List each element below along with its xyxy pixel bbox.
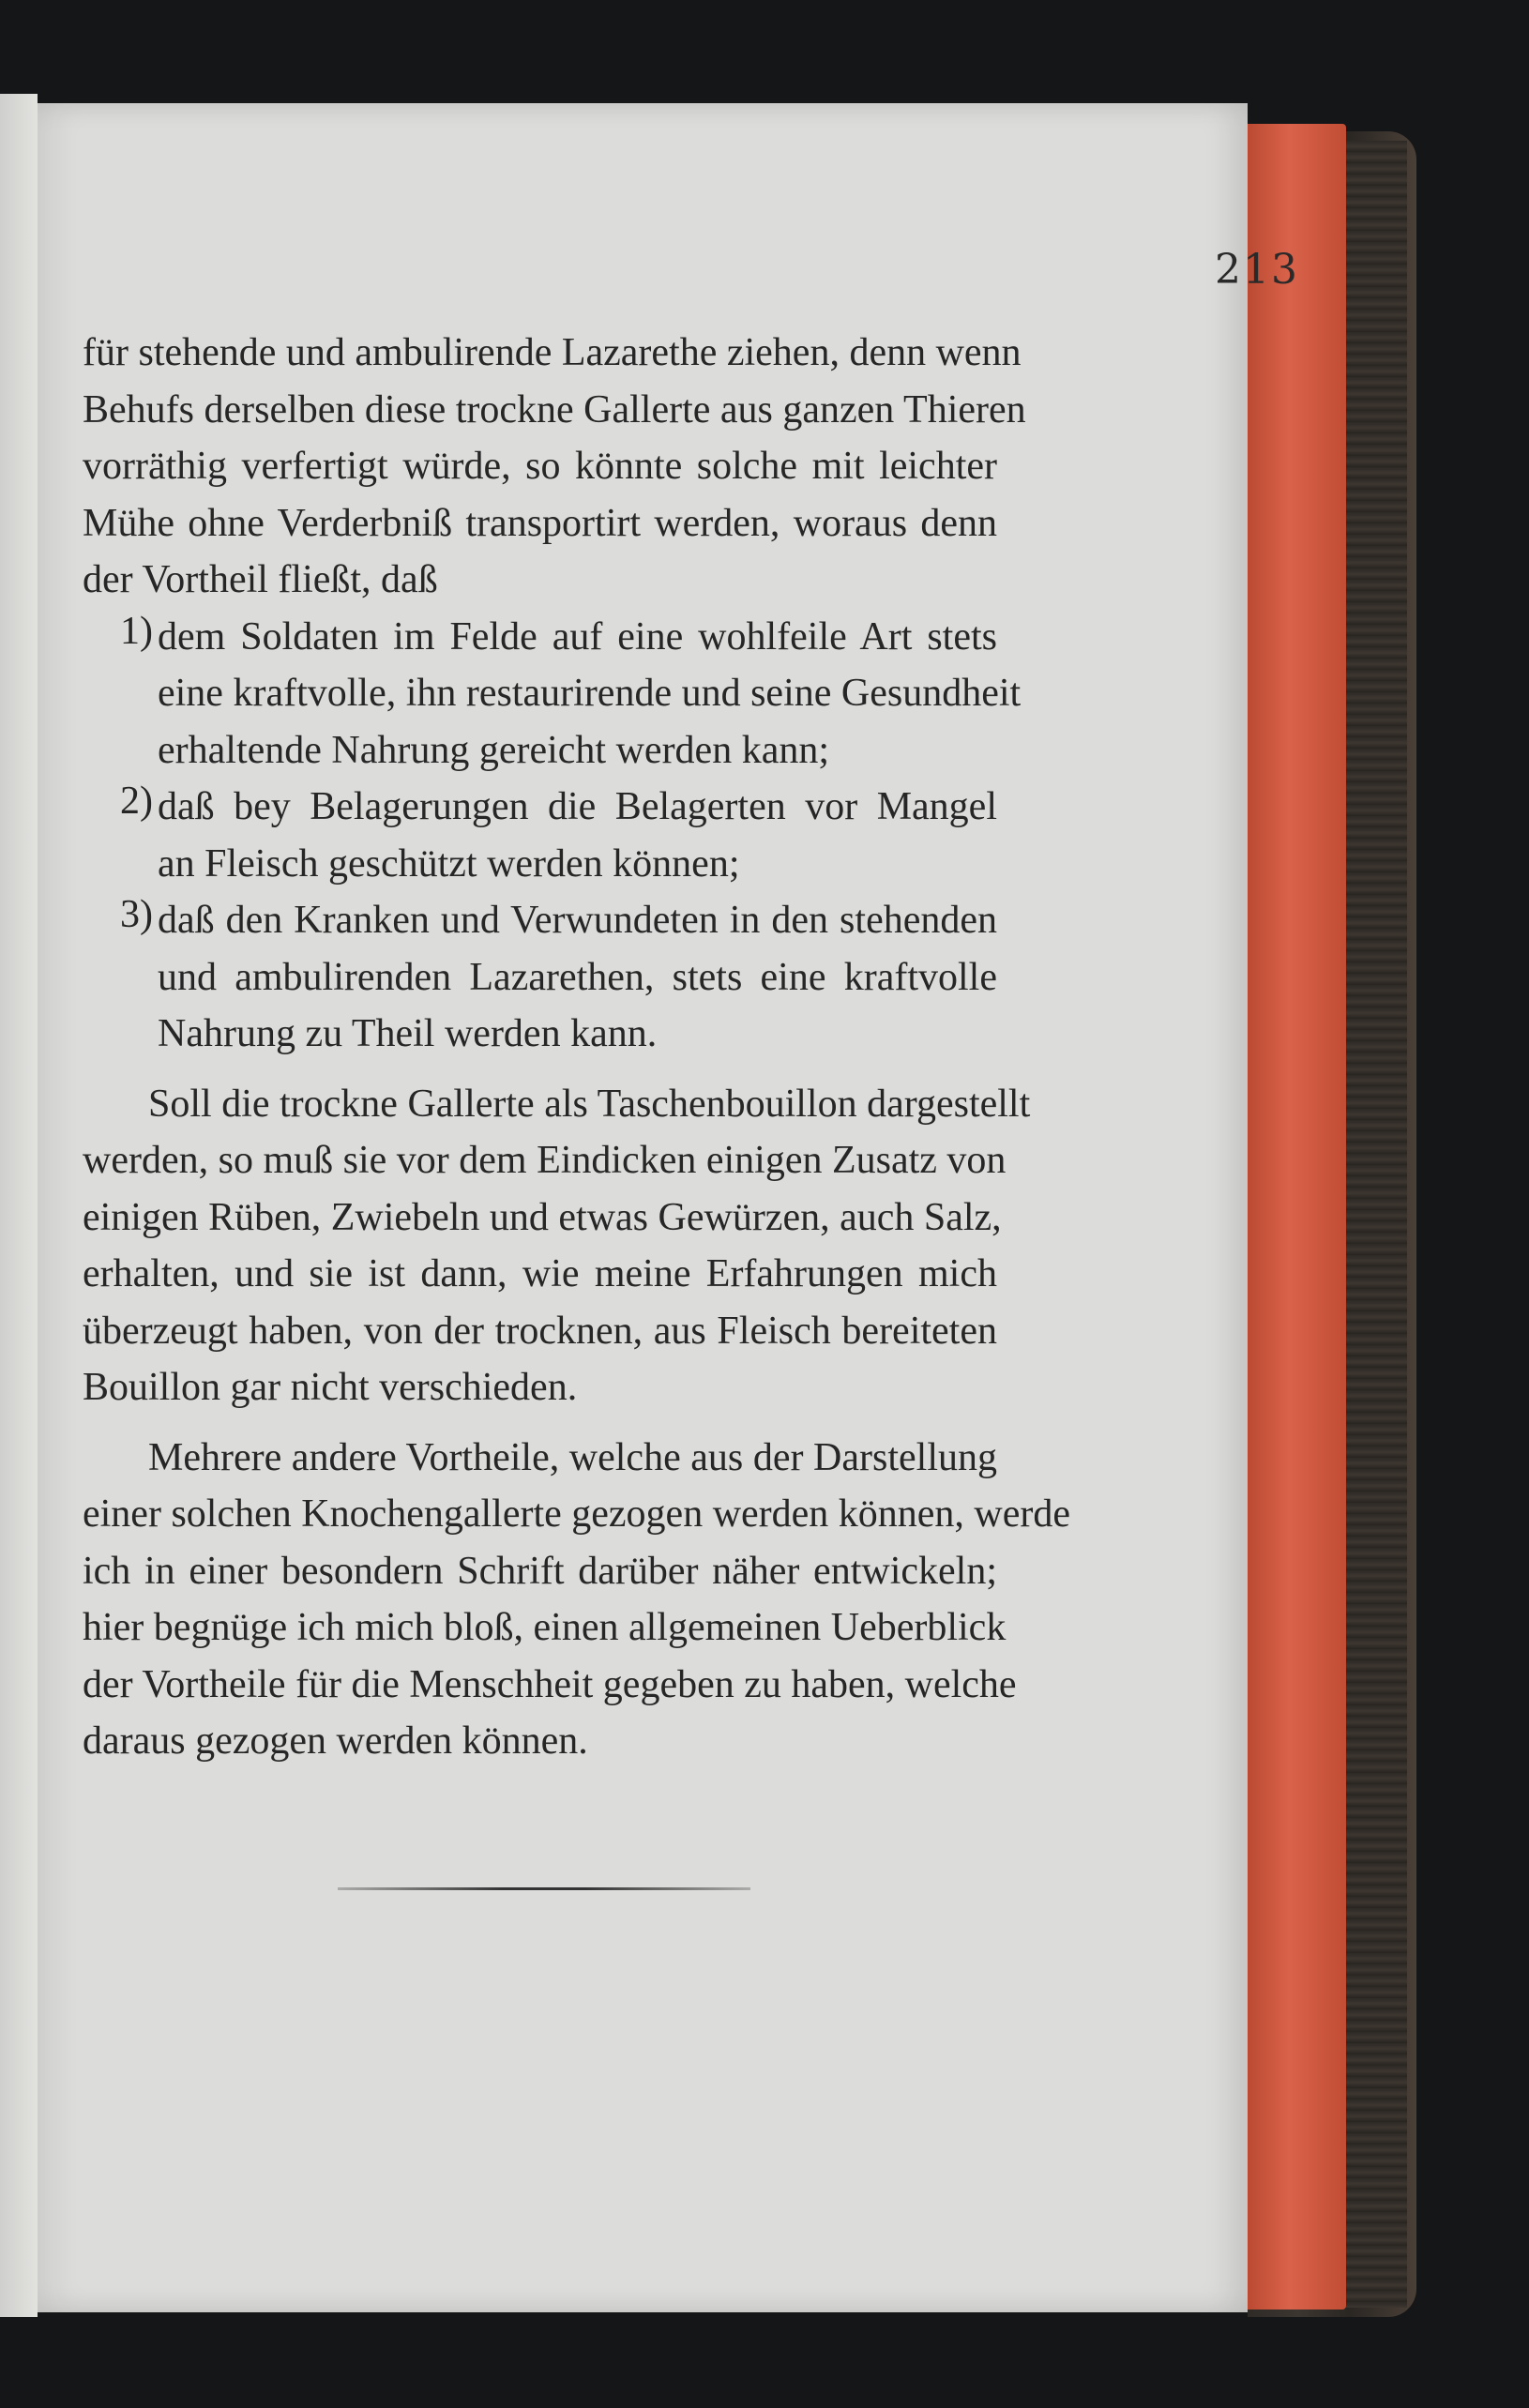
text-line: der Vortheile für die Menschheit gegeben zu haben, welche (83, 1662, 1017, 1706)
text-line: und ambulirenden Lazarethen, stets eine kraftvolle (158, 955, 997, 999)
text-line: Nahrung zu Theil werden kann. (158, 1012, 658, 1055)
text-line: Soll die trockne Gallerte als Taschenbouillon dargestellt (148, 1082, 1031, 1126)
red-page-edges (1243, 124, 1346, 2310)
text-line: an Fleisch geschützt werden können; (158, 841, 740, 886)
text-line: Behufs derselben diese trockne Gallerte aus ganzen Thieren (83, 387, 1026, 432)
page-number: 213 (1215, 246, 1299, 294)
text-line: Mehrere andere Vortheile, welche aus der Darstellung (148, 1435, 997, 1479)
text-line: dem Soldaten im Felde auf eine wohlfeile Art stets (158, 614, 997, 659)
paragraph (83, 1430, 1071, 1770)
text-line: werden, so muß sie vor dem Eindicken einigen Zusatz von (83, 1139, 1007, 1182)
end-rule (338, 1887, 750, 1890)
text-line: daraus gezogen werden können. (83, 1719, 588, 1763)
text-line: Mühe ohne Verderbniß transportirt werden, woraus denn (83, 501, 997, 545)
text-line: daß den Kranken und Verwundeten in den stehenden (158, 899, 997, 942)
text-line: der Vortheil fließt, daß (83, 558, 438, 601)
previous-page-sliver (0, 94, 38, 2317)
list-item (83, 609, 1022, 780)
list-item (83, 779, 997, 892)
text-line: für stehende und ambulirende Lazarethe ziehen, denn wenn (83, 331, 1022, 374)
text-line: erhalten, und sie ist dann, wie meine Erfahrungen mich (83, 1252, 997, 1295)
list-item-number: 1) (120, 609, 153, 653)
text-line: Bouillon gar nicht verschieden. (83, 1366, 578, 1409)
list-item-number: 3) (120, 893, 153, 936)
list-item-number: 2) (120, 780, 153, 823)
paragraph (83, 1076, 1031, 1416)
list-item (83, 892, 997, 1063)
page-text (83, 325, 1071, 1770)
text-line: ich in einer besondern Schrift darüber näher entwickeln; (83, 1549, 997, 1593)
text-line: eine kraftvolle, ihn restaurirende und seine Gesundheit (158, 672, 1022, 715)
text-line: daß bey Belagerungen die Belagerten vor Mangel (158, 785, 997, 828)
text-line: erhaltende Nahrung gereicht werden kann; (158, 728, 830, 772)
text-line: vorräthig verfertigt würde, so könnte solche mit leichter (83, 445, 997, 488)
text-line: überzeugt haben, von der trocknen, aus Fleisch bereiteten (83, 1309, 997, 1353)
text-line: einer solchen Knochengallerte gezogen werden können, werde (83, 1492, 1071, 1536)
text-line: hier begnüge ich mich bloß, einen allgemeinen Ueberblick (83, 1606, 1007, 1649)
text-line: einigen Rüben, Zwiebeln und etwas Gewürzen, auch Salz, (83, 1195, 1002, 1239)
